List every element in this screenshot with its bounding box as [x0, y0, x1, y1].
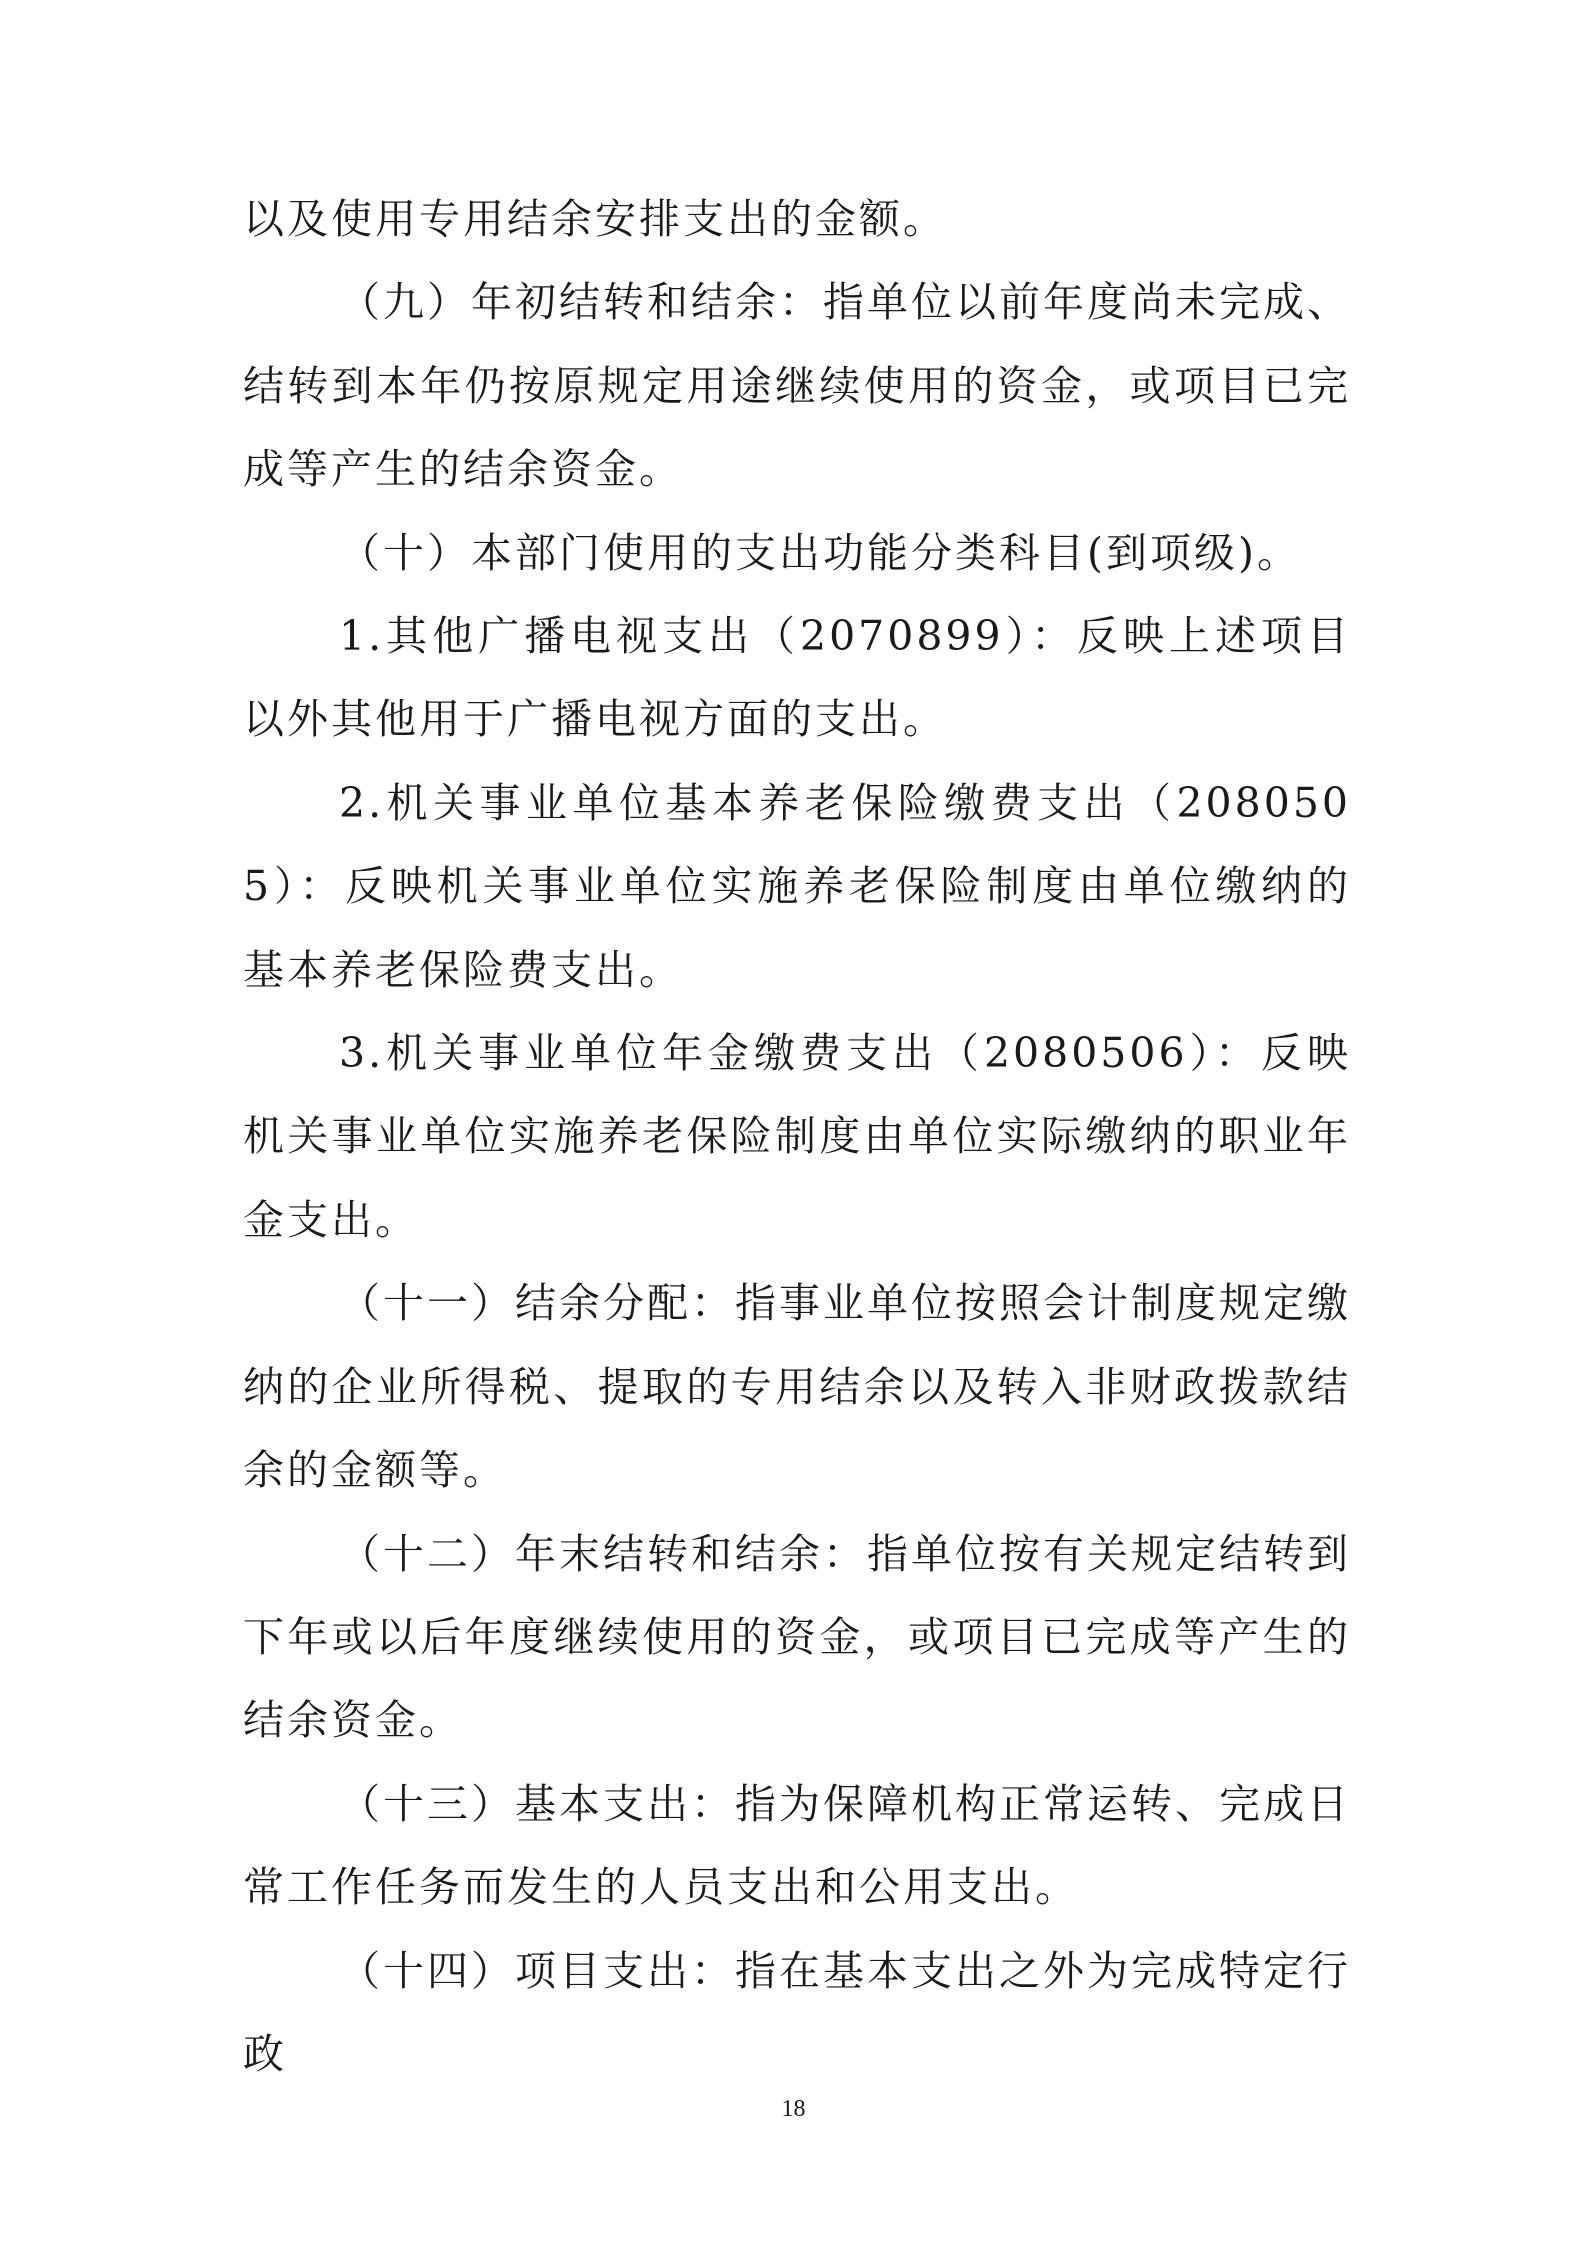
paragraph-continuation: 以及使用专用结余安排支出的金额。: [243, 195, 947, 243]
paragraph-item-14-project-expenditure: （十四）项目支出：指在基本支出之外为完成特定行政: [243, 1946, 1351, 2078]
page-number: 18: [781, 2096, 806, 2122]
paragraph-item-11-surplus-distribution: （十一）结余分配：指事业单位按照会计制度规定缴纳的企业所得税、提取的专用结余以及转入非财政拨款结余的金额等。: [243, 1279, 1351, 1495]
paragraph-subitem-3-annuity: 3.机关事业单位年金缴费支出（2080506）：反映机关事业单位实施养老保险制度由单位实际缴纳的职业年金支出。: [243, 1029, 1351, 1244]
document-body: [243, 178, 1351, 2096]
paragraph-item-12-ending-balance: （十二）年末结转和结余：指单位按有关规定结转到下年或以后年度继续使用的资金，或项目已完成等产生的结余资金。: [243, 1529, 1351, 1745]
paragraph-subitem-1-broadcast-tv: 1.其他广播电视支出（2070899）：反映上述项目以外其他用于广播电视方面的支出。: [243, 612, 1351, 744]
paragraph-item-10-function-classification: （十）本部门使用的支出功能分类科目(到项级)。: [339, 528, 1301, 577]
paragraph-item-13-basic-expenditure: （十三）基本支出：指为保障机构正常运转、完成日常工作任务而发生的人员支出和公用支出。: [243, 1779, 1351, 1912]
paragraph-subitem-2-basic-pension: 2.机关事业单位基本养老保险缴费支出（2080505）：反映机关事业单位实施养老保险制度由单位缴纳的基本养老保险费支出。: [243, 778, 1351, 994]
paragraph-item-9-beginning-balance: （九）年初结转和结余：指单位以前年度尚未完成、结转到本年仍按原规定用途继续使用的资金，或项目已完成等产生的结余资金。: [243, 278, 1351, 494]
